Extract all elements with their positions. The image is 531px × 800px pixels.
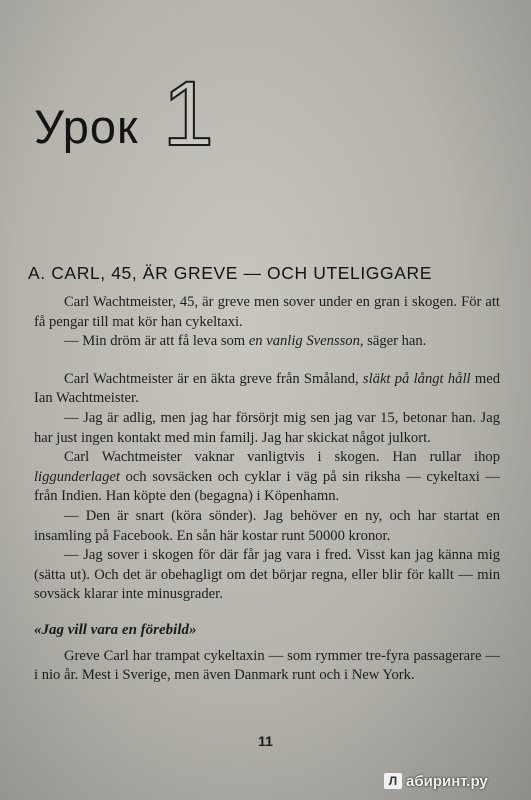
paragraph: — Jag sover i skogen för där får jag vara i fred. Visst kan jag känna mig (sätta ut). Och det är obehagligt om det börjar regna, eller blir för kallt — min sovsäck klarar inte minusgrader.	[34, 547, 500, 603]
paragraph: Carl Wachtmeister vaknar vanligtvis i skogen. Han rullar ihop liggunderlaget och sovsäcken och cyklar i väg på sin riksha — cykeltaxi — från Indien. Han köpte den (begagna) i Köpenhamn.	[34, 449, 500, 505]
watermark-text: абиринт.ру	[406, 772, 488, 790]
paragraph: — Den är snart (köra sönder). Jag behöver en ny, och har startat en insamling på Facebook. En sån här kostar runt 50000 kronor.	[34, 507, 500, 544]
emphasis: en vanlig Svensson	[248, 333, 360, 350]
paragraph: Carl Wachtmeister, 45, är greve men sover under en gran i skogen. För att få pengar till mat kör han cykeltaxi.	[34, 294, 500, 330]
article-body	[34, 293, 500, 686]
subheading: «Jag vill vara en förebild»	[34, 621, 197, 638]
watermark-logo-icon: Л	[384, 773, 402, 789]
lesson-number: 1	[162, 63, 214, 165]
page-number: 11	[258, 733, 273, 749]
lesson-title	[34, 63, 214, 165]
paragraph: Greve Carl har trampat cykeltaxin — som rymmer tre-fyra passagerare — i nio år. Mest i Sverige, men även Danmark runt och i New York.	[34, 647, 500, 684]
watermark	[384, 771, 488, 791]
lesson-word: Урок	[34, 100, 139, 153]
paragraph: Carl Wachtmeister är en äkta greve från Småland, släkt på långt håll med Ian Wachtmeister.	[34, 370, 500, 407]
section-heading: A. CARL, 45, ÄR GREVE — OCH UTELIGGARE	[28, 263, 433, 283]
paragraph: — Jag är adlig, men jag har försörjt mig sen jag var 15, betonar han. Jag har just ingen kontakt med min familj. Jag har skickat något julkort.	[34, 409, 500, 446]
paragraph: — Min dröm är att få leva som en vanlig Svensson, säger han.	[64, 333, 427, 350]
emphasis: släkt på långt håll	[362, 370, 471, 387]
emphasis: liggunderlaget	[34, 468, 120, 485]
